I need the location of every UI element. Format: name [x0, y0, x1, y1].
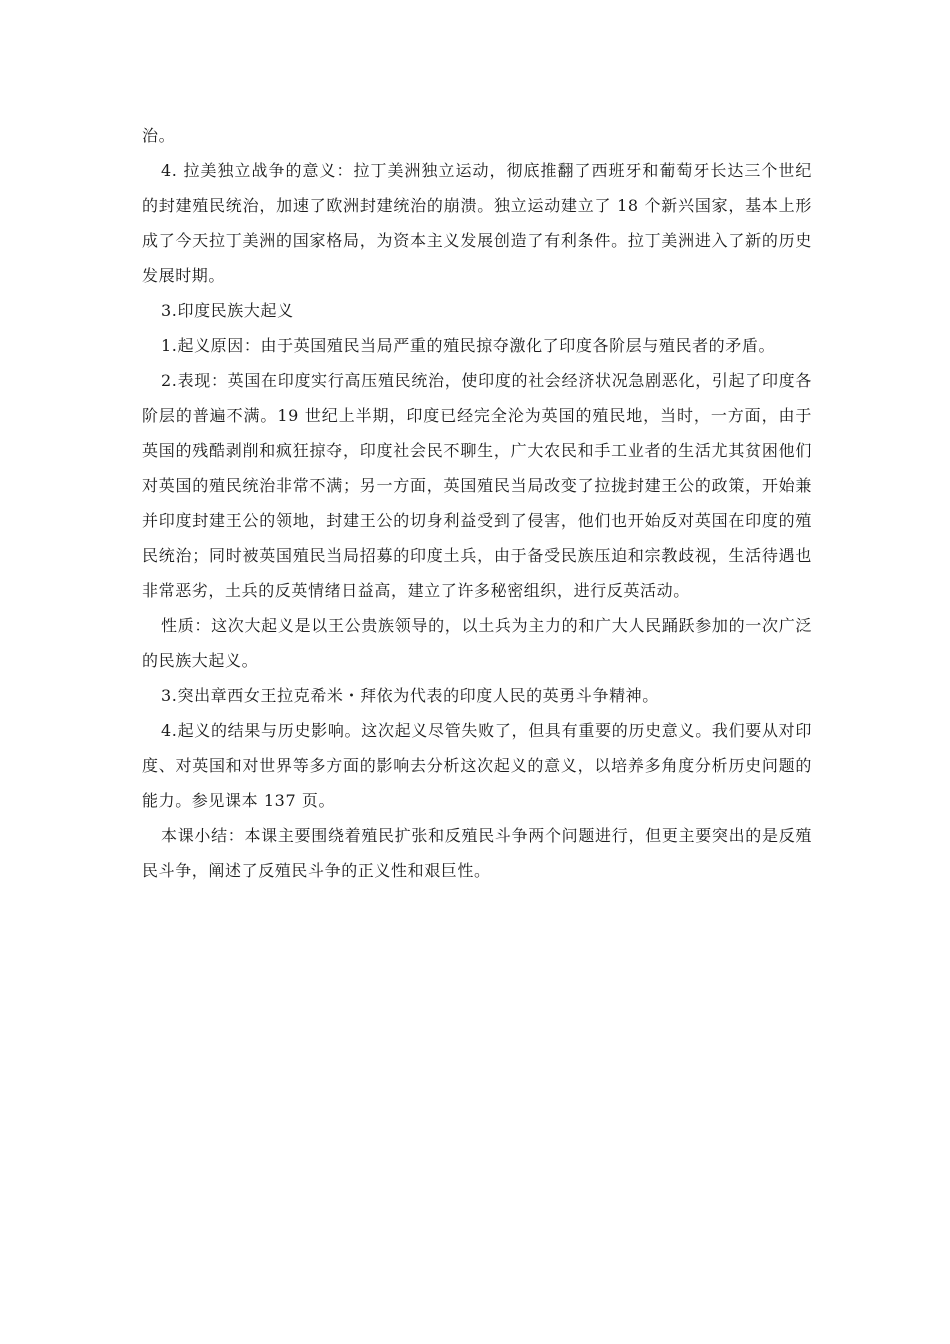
- paragraph-uprising-causes: 1.起义原因：由于英国殖民当局严重的殖民掠夺激化了印度各阶层与殖民者的矛盾。: [161, 336, 776, 355]
- paragraph-latin-america-significance: 4. 拉美独立战争的意义：拉丁美洲独立运动，彻底推翻了西班牙和葡萄牙长达三个世纪的封建殖民统治，加速了欧洲封建统治的崩溃。独立运动建立了 18 个新兴国家，基本上形成了今天拉丁美洲的国家格局，为资本主义发展创造了有利条件。拉丁美洲进入了新的历史发展时期。: [142, 161, 812, 285]
- paragraph-continuation: 治。: [142, 126, 176, 145]
- paragraph-uprising-nature: 性质：这次大起义是以王公贵族领导的，以土兵为主力的和广大人民踊跃参加的一次广泛的民族大起义。: [142, 616, 812, 670]
- paragraph-uprising-manifestation: 2.表现：英国在印度实行高压殖民统治，使印度的社会经济状况急剧恶化，引起了印度各阶层的普遍不满。19 世纪上半期，印度已经完全沦为英国的殖民地，当时，一方面，由于英国的残酷剥削和疯狂掠夺，印度社会民不聊生，广大农民和手工业者的生活尤其贫困他们对英国的殖民统治非常不满；另一方面，英国殖民当局改变了拉拢封建王公的政策，开始兼并印度封建王公的领地，封建王公的切身利益受到了侵害，他们也开始反对英国在印度的殖民统治；同时被英国殖民当局招募的印度土兵，由于备受民族压迫和宗教歧视，生活待遇也非常恶劣，土兵的反英情绪日益高，建立了许多秘密组织，进行反英活动。: [142, 371, 812, 600]
- document-body: [142, 118, 812, 888]
- section-heading-india-uprising: 3.印度民族大起义: [161, 301, 294, 320]
- paragraph-lesson-summary: 本课小结：本课主要围绕着殖民扩张和反殖民斗争两个问题进行，但更主要突出的是反殖民斗争，阐述了反殖民斗争的正义性和艰巨性。: [142, 826, 812, 880]
- paragraph-uprising-results: 4.起义的结果与历史影响。这次起义尽管失败了，但具有重要的历史意义。我们要从对印度、对英国和对世界等多方面的影响去分析这次起义的意义，以培养多角度分析历史问题的能力。参见课本 137 页。: [142, 721, 812, 810]
- paragraph-rani-lakshmibai: 3.突出章西女王拉克希米・拜依为代表的印度人民的英勇斗争精神。: [161, 686, 659, 705]
